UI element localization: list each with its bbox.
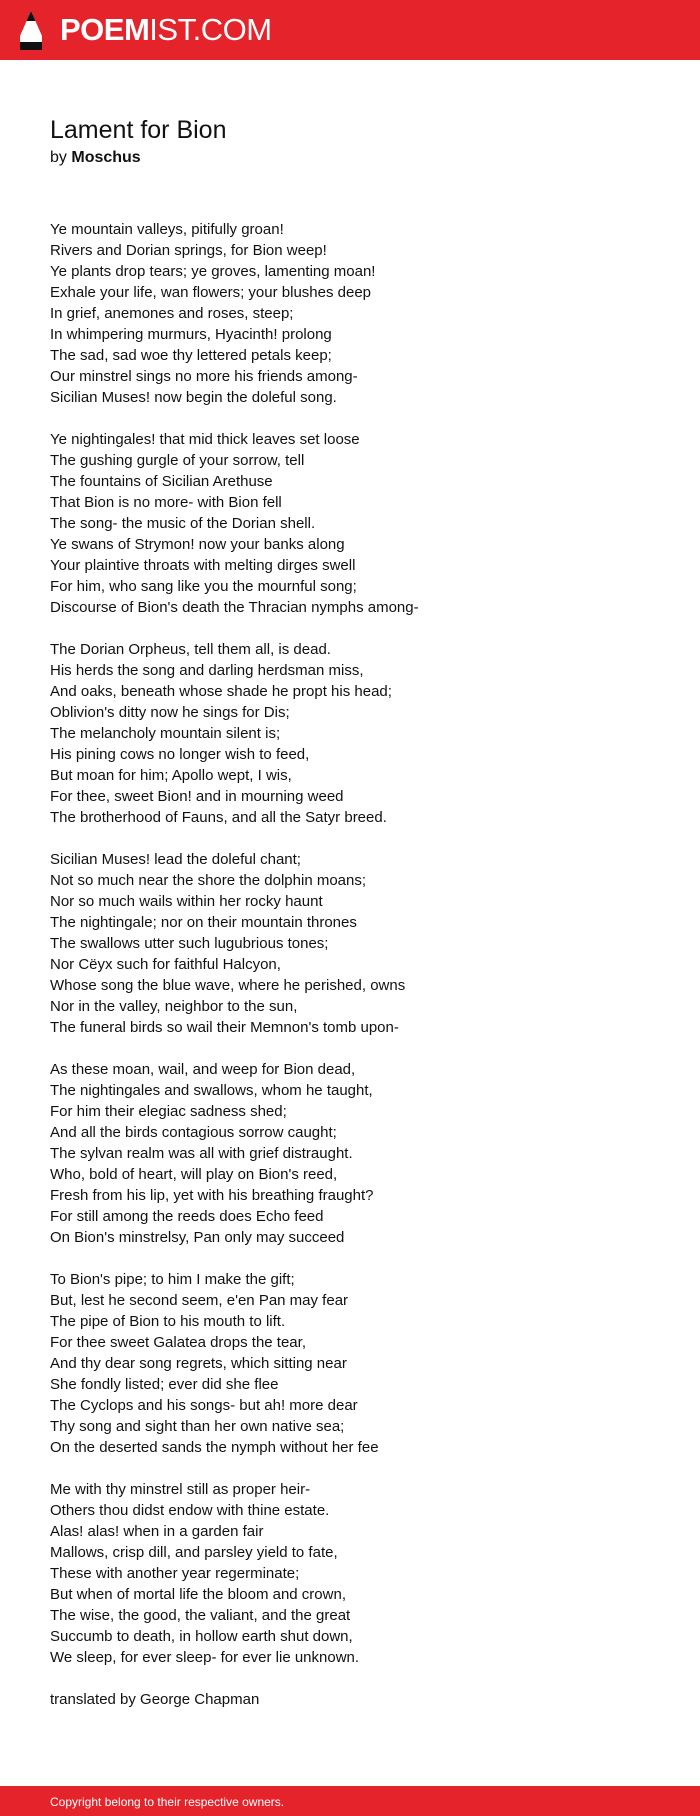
poem-line: Others thou didst endow with thine estate. bbox=[50, 1502, 330, 1519]
poem-line: And all the birds contagious sorrow caught; bbox=[50, 1124, 337, 1141]
poem-line: But moan for him; Apollo wept, I wis, bbox=[50, 767, 292, 784]
poem-line: The pipe of Bion to his mouth to lift. bbox=[50, 1313, 286, 1330]
poem-line: Discourse of Bion's death the Thracian nymphs among- bbox=[50, 599, 419, 616]
poem-line: The nightingales and swallows, whom he taught, bbox=[50, 1082, 373, 1099]
poem-line: For thee sweet Galatea drops the tear, bbox=[50, 1334, 306, 1351]
poem-line: In grief, anemones and roses, steep; bbox=[50, 305, 294, 322]
poem-title: Lament for Bion bbox=[50, 116, 227, 144]
poem-line: These with another year regerminate; bbox=[50, 1565, 300, 1582]
stanza bbox=[50, 219, 670, 408]
logo-light-text: IST.COM bbox=[149, 12, 272, 47]
poem-line: In whimpering murmurs, Hyacinth! prolong bbox=[50, 326, 332, 343]
poem-line: The fountains of Sicilian Arethuse bbox=[50, 473, 273, 490]
poem-line: The wise, the good, the valiant, and the great bbox=[50, 1607, 351, 1624]
logo-bold-text: POEM bbox=[60, 12, 150, 47]
poem-line: Sicilian Muses! lead the doleful chant; bbox=[50, 851, 301, 868]
poem-line: Ye plants drop tears; ye groves, lamenting moan! bbox=[50, 263, 376, 280]
poem-line: The brotherhood of Fauns, and all the Satyr breed. bbox=[50, 809, 387, 826]
poem-line: Your plaintive throats with melting dirges swell bbox=[50, 557, 356, 574]
stanza bbox=[50, 639, 670, 828]
poem-line: Mallows, crisp dill, and parsley yield to fate, bbox=[50, 1544, 338, 1561]
site-logo[interactable] bbox=[60, 10, 272, 50]
poem-line: The Cyclops and his songs- but ah! more dear bbox=[50, 1397, 358, 1414]
poem-line: But, lest he second seem, e'en Pan may fear bbox=[50, 1292, 349, 1309]
poem-line: Ye swans of Strymon! now your banks along bbox=[50, 536, 345, 553]
copyright-notice: Copyright belong to their respective owners. bbox=[50, 1795, 285, 1809]
poem-line: That Bion is no more- with Bion fell bbox=[50, 494, 282, 511]
stanza bbox=[50, 1479, 670, 1668]
poem-line: For still among the reeds does Echo feed bbox=[50, 1208, 324, 1225]
stanza bbox=[50, 1059, 670, 1248]
poem-line: Who, bold of heart, will play on Bion's reed, bbox=[50, 1166, 338, 1183]
poem-line: Our minstrel sings no more his friends among- bbox=[50, 368, 358, 385]
poem-line: Me with thy minstrel still as proper heir- bbox=[50, 1481, 311, 1498]
pencil-icon[interactable] bbox=[18, 10, 44, 52]
poem-line: The Dorian Orpheus, tell them all, is dead. bbox=[50, 641, 331, 658]
site-footer bbox=[0, 1786, 700, 1816]
poem-line: Not so much near the shore the dolphin moans; bbox=[50, 872, 367, 889]
poem-line: Succumb to death, in hollow earth shut down, bbox=[50, 1628, 353, 1645]
poem-line: The nightingale; nor on their mountain thrones bbox=[50, 914, 357, 931]
poem-line: Alas! alas! when in a garden fair bbox=[50, 1523, 264, 1540]
poem-line: Nor in the valley, neighbor to the sun, bbox=[50, 998, 298, 1015]
poem-line: Thy song and sight than her own native sea; bbox=[50, 1418, 345, 1435]
poem-line: On the deserted sands the nymph without her fee bbox=[50, 1439, 379, 1456]
poem-line: Ye nightingales! that mid thick leaves set loose bbox=[50, 431, 360, 448]
stanza bbox=[50, 1269, 670, 1458]
site-header bbox=[0, 0, 700, 60]
poem-line: The funeral birds so wail their Memnon's tomb upon- bbox=[50, 1019, 399, 1036]
poem-line: Whose song the blue wave, where he perished, owns bbox=[50, 977, 406, 994]
byline bbox=[50, 147, 141, 169]
poem-line: The sylvan realm was all with grief distraught. bbox=[50, 1145, 353, 1162]
poem-line: For him their elegiac sadness shed; bbox=[50, 1103, 287, 1120]
poem-line: For thee, sweet Bion! and in mourning weed bbox=[50, 788, 344, 805]
poem-line: The swallows utter such lugubrious tones; bbox=[50, 935, 329, 952]
poem-line: And thy dear song regrets, which sitting near bbox=[50, 1355, 347, 1372]
translator-credit: translated by George Chapman bbox=[50, 1691, 260, 1708]
byline-prefix: by bbox=[50, 149, 67, 166]
poem-line: Ye mountain valleys, pitifully groan! bbox=[50, 221, 284, 238]
poem-line: She fondly listed; ever did she flee bbox=[50, 1376, 279, 1393]
poem-line: Exhale your life, wan flowers; your blushes deep bbox=[50, 284, 372, 301]
poem-line: As these moan, wail, and weep for Bion dead, bbox=[50, 1061, 356, 1078]
poem-line: And oaks, beneath whose shade he propt his head; bbox=[50, 683, 392, 700]
poem-line: Rivers and Dorian springs, for Bion weep! bbox=[50, 242, 327, 259]
poem-body bbox=[50, 219, 670, 1710]
poem-line: But when of mortal life the bloom and crown, bbox=[50, 1586, 346, 1603]
poem-line: The song- the music of the Dorian shell. bbox=[50, 515, 316, 532]
poem-line: Nor Cëyx such for faithful Halcyon, bbox=[50, 956, 281, 973]
author-name: Moschus bbox=[71, 149, 141, 166]
poem-line: Oblivion's ditty now he sings for Dis; bbox=[50, 704, 290, 721]
poem-line: The melancholy mountain silent is; bbox=[50, 725, 281, 742]
stanza bbox=[50, 429, 670, 618]
poem-line: His pining cows no longer wish to feed, bbox=[50, 746, 310, 763]
stanza bbox=[50, 849, 670, 1038]
poem-line: Sicilian Muses! now begin the doleful song. bbox=[50, 389, 337, 406]
poem-line: We sleep, for ever sleep- for ever lie unknown. bbox=[50, 1649, 360, 1666]
poem-line: The sad, sad woe thy lettered petals keep; bbox=[50, 347, 332, 364]
poem-line: The gushing gurgle of your sorrow, tell bbox=[50, 452, 305, 469]
poem-line: Fresh from his lip, yet with his breathing fraught? bbox=[50, 1187, 374, 1204]
poem-line: For him, who sang like you the mournful song; bbox=[50, 578, 357, 595]
poem-line: Nor so much wails within her rocky haunt bbox=[50, 893, 323, 910]
poem-line: To Bion's pipe; to him I make the gift; bbox=[50, 1271, 295, 1288]
poem-line: On Bion's minstrelsy, Pan only may succeed bbox=[50, 1229, 345, 1246]
poem-line: His herds the song and darling herdsman miss, bbox=[50, 662, 364, 679]
